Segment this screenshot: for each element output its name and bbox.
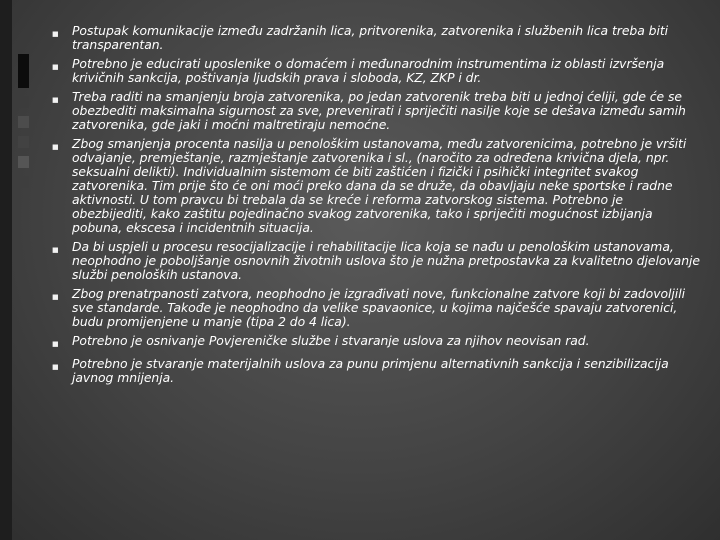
- bullet-item: [52, 287, 700, 329]
- bullet-text: Postupak komunikacije između zadržanih lica, pritvorenika, zatvorenika i službenih lica treba biti transparentan.: [72, 23, 669, 52]
- square-bullet-icon: ■: [52, 30, 59, 38]
- slide-decor-block: [18, 156, 29, 168]
- slide-accent-block: [18, 54, 29, 88]
- bullet-text: Zbog prenatrpanosti zatvora, neophodno je izgrađivati nove, funkcionalne zatvore koji bi zadovoljili sve standarde. Takođe je neophodno da velike spavaonice, u kojima najčešće spavaju zatvorenici, budu promijenjene u manje (tipa 2 do 4 lica).: [72, 286, 685, 329]
- square-bullet-icon: ■: [52, 96, 59, 104]
- bullet-text: Zbog smanjenja procenta nasilja u penološkim ustanovama, među zatvorenicima, potrebno je vršiti odvajanje, premještanje, razmještanje zatvorenika i sl., (naročito za određena krivična djela, npr. seksualni delikti). Individualnim sistemom će biti zaštićen i fizički i psihički integritet svakog zatvorenika. Tim prije što će oni moći preko dana da se druže, da obavljaju neke sportske i radne aktivnosti. U tom pravcu bi trebala da se kreće i reforma zatvorskog sistema. Potrebno je obezbijediti, kako zaštitu pojedinačno svakog zatvorenika, tako i spriječiti mogućnost izbijanja pobuna, ekscesa i incidentnih situacija.: [72, 136, 687, 235]
- square-bullet-icon: ■: [52, 293, 59, 301]
- bullet-text: Da bi uspjeli u procesu resocijalizacije i rehabilitacije lica koja se nađu u penološkim ustanovama, neophodno je poboljšanje osnovnih životnih uslova što je nužna pretpostavka za kvalitetno djelovanje službi penoloških ustanova.: [72, 239, 700, 282]
- slide-decor-block: [18, 136, 29, 148]
- square-bullet-icon: ■: [52, 246, 59, 254]
- bullet-text: Treba raditi na smanjenju broja zatvorenika, po jedan zatvorenik treba biti u jednoj ćeliji, gde će se obezbediti maksimalna sigurnost za sve, prevenirati i spriječiti nasilje koje se dešava između samih zatvorenika, gde jaki i moćni maltretiraju nemoćne.: [72, 89, 686, 132]
- bullet-item: [52, 24, 700, 52]
- bullet-text: Potrebno je osnivanje Povjereničke službe i stvaranje uslova za njihov neovisan rad.: [72, 333, 590, 348]
- slide-decor-block: [18, 176, 29, 188]
- bullet-list: [52, 24, 700, 390]
- bullet-item: [52, 334, 700, 352]
- slide-decor-block: [18, 96, 29, 108]
- bullet-item: [52, 137, 700, 235]
- bullet-item: [52, 90, 700, 132]
- square-bullet-icon: ■: [52, 143, 59, 151]
- slide-decor-block: [18, 116, 29, 128]
- bullet-item: [52, 240, 700, 282]
- bullet-item: [52, 357, 700, 385]
- bullet-text: Potrebno je educirati uposlenike o domaćem i međunarodnim instrumentima iz oblasti izvršenja krivičnih sankcija, poštivanja ljudskih prava i sloboda, KZ, ZKP i dr.: [72, 56, 665, 85]
- square-bullet-icon: ■: [52, 340, 59, 348]
- square-bullet-icon: ■: [52, 63, 59, 71]
- square-bullet-icon: ■: [52, 363, 59, 371]
- bullet-item: [52, 57, 700, 85]
- bullet-text: Potrebno je stvaranje materijalnih uslova za punu primjenu alternativnih sankcija i senzibilizacija javnog mnijenja.: [72, 356, 669, 385]
- slide-left-bar: [0, 0, 12, 540]
